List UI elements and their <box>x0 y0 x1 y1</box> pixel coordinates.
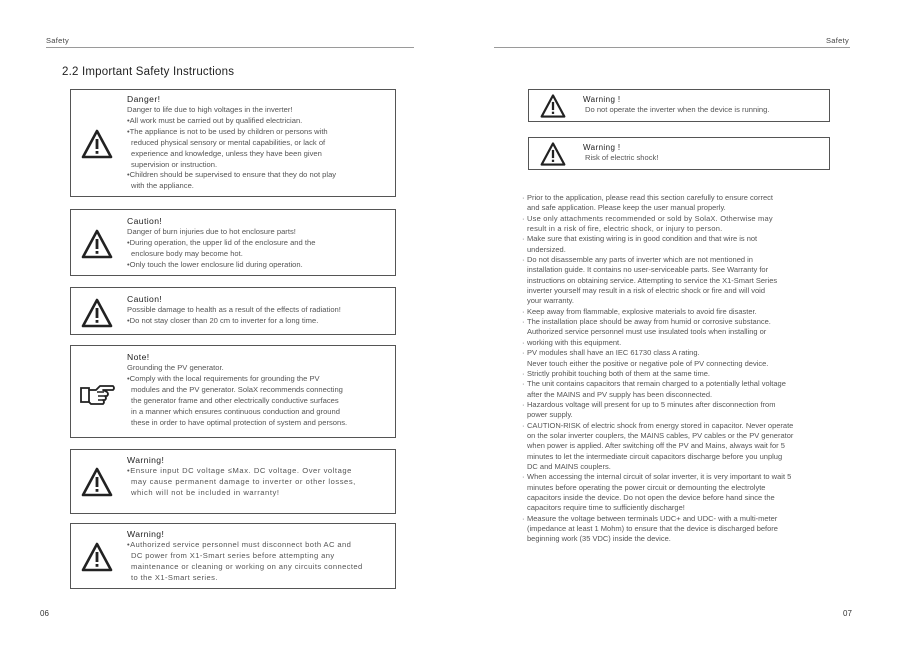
section-title: 2.2 Important Safety Instructions <box>62 66 235 78</box>
right-header-rule <box>494 47 850 48</box>
list-item: · Measure the voltage between terminals UDC+ and UDC- with a multi-meter (impedance at least 1 Mohm) to ensure that the device is discharged before beginning work (35 VDC) inside the device. <box>522 513 778 544</box>
warning-voltage-box <box>70 449 396 514</box>
list-item: · working with this equipment. <box>522 337 622 347</box>
left-page-number: 06 <box>40 609 49 618</box>
box-title: Warning! <box>127 529 165 539</box>
list-item: · PV modules shall have an IEC 61730 class A rating. <box>522 348 700 358</box>
list-item: · CAUTION-RISK of electric shock from energy stored in capacitor. Never operate on the solar inverter couplers, the MAINS cables, PV cables or the PV generator when power is applied. After switching off the PV and Mains, always wait for 5 minutes to let the intermediate circuit capacitors discharge before you unplug DC and MAINS couplers. <box>522 420 794 471</box>
warning-triangle-icon <box>81 297 113 329</box>
box-text: Do not operate the inverter when the device is running. <box>585 105 770 114</box>
list-item: · When accessing the internal circuit of solar inverter, it is very important to wait 5 minutes before operating the power circuit or demounting the electrolyte capacitors inside the device. Do not open the device before hand since the capacitors require time to sufficiently discharge! <box>522 472 792 513</box>
box-title: Warning ! <box>583 95 621 104</box>
danger-box <box>70 89 396 197</box>
safety-instructions-list <box>522 193 842 545</box>
box-text: Risk of electric shock! <box>585 153 659 162</box>
box-title: Warning ! <box>583 143 621 152</box>
bullet-item: •The appliance is not to be used by children or persons with reduced physical sensory or mental capabilities, or lack of experience and knowledge, unless they have been given supervision or instruction. <box>127 126 328 169</box>
list-item: · Keep away from flammable, explosive materials to avoid fire disaster. <box>522 306 757 316</box>
box-intro: Possible damage to health as a result of the effects of radiation! <box>127 305 341 314</box>
caution-burn-box <box>70 209 396 276</box>
list-item: · Hazardous voltage will present for up to 5 minutes after disconnection from power supply. <box>522 399 776 420</box>
bullet-item: •Only touch the lower enclosure lid during operation. <box>127 259 303 269</box>
bullet-item: •All work must be carried out by qualified electrician. <box>127 115 303 125</box>
box-intro: Danger to life due to high voltages in the inverter! <box>127 105 293 114</box>
list-item: · Strictly prohibit touching both of them at the same time. <box>522 368 711 378</box>
bullet-item: •Comply with the local requirements for grounding the PV modules and the PV generator. SolaX recommends connecting the generator frame and other electrically conductive surfaces in a manner which ensures continuous conduction and ground these in order to have optimal protection of system and persons. <box>127 373 348 427</box>
right-page-header: Safety <box>826 36 850 45</box>
list-item: Authorized service personnel must use insulated tools when installing or <box>527 327 767 337</box>
list-item: Never touch either the positive or negative pole of PV connecting device. <box>527 358 769 368</box>
bullet-item: •Do not stay closer than 20 cm to inverter for a long time. <box>127 315 319 325</box>
box-title: Caution! <box>127 216 163 226</box>
list-item: · Make sure that existing wiring is in good condition and that wire is not undersized. <box>522 234 758 254</box>
warning-triangle-icon <box>81 466 113 498</box>
bullet-item: •Ensure input DC voltage ≤Max. DC voltage. Over voltage may cause permanent damage to inverter or other losses, which will not be included in warranty! <box>127 466 356 497</box>
warning-triangle-icon <box>81 541 113 573</box>
left-header-rule <box>46 47 414 48</box>
bullet-item: •Authorized service personnel must disconnect both AC and DC power from X1-Smart series before attempting any maintenance or cleaning or working on any circuits connected to the X1-Smart series. <box>127 540 363 582</box>
caution-radiation-box <box>70 287 396 335</box>
warning-running-box <box>528 89 830 122</box>
pointing-hand-icon <box>79 378 115 410</box>
box-intro: Danger of burn injuries due to hot enclosure parts! <box>127 227 296 236</box>
list-item: · Prior to the application, please read this section carefully to ensure correct and safe application. Please keep the user manual properly. <box>522 193 773 213</box>
bullet-item: •Children should be supervised to ensure that they do not play with the appliance. <box>127 170 337 191</box>
left-page-header: Safety <box>46 36 70 45</box>
warning-service-box <box>70 523 396 589</box>
note-box <box>70 345 396 438</box>
warning-triangle-icon <box>81 128 113 160</box>
warning-triangle-icon <box>540 93 566 119</box>
box-title: Caution! <box>127 294 163 304</box>
warning-triangle-icon <box>540 141 566 167</box>
right-page-number: 07 <box>843 609 852 618</box>
box-title: Danger! <box>127 94 161 104</box>
box-title: Warning! <box>127 455 165 465</box>
warning-triangle-icon <box>81 228 113 260</box>
list-item: · The installation place should be away from humid or corrosive substance. <box>522 317 771 327</box>
warning-shock-box <box>528 137 830 170</box>
list-item: · Do not disassemble any parts of inverter which are not mentioned in installation guide. It contains no user-serviceable parts. See Warranty for instructions on obtaining service. Attempting to service the X1-Smart Series inverter yourself may result in a risk of electric shock or fire and will void your warranty. <box>522 255 778 306</box>
box-intro: Grounding the PV generator. <box>127 363 224 372</box>
box-title: Note! <box>127 352 150 362</box>
list-item: · The unit contains capacitors that remain charged to a potentially lethal voltage after the MAINS and PV supply has been disconnected. <box>522 379 786 399</box>
list-item: · Use only attachments recommended or sold by SolaX. Otherwise may result in a risk of fire, electric shock, or injury to person. <box>522 213 773 234</box>
bullet-item: •During operation, the upper lid of the enclosure and the enclosure body may become hot. <box>127 237 316 258</box>
